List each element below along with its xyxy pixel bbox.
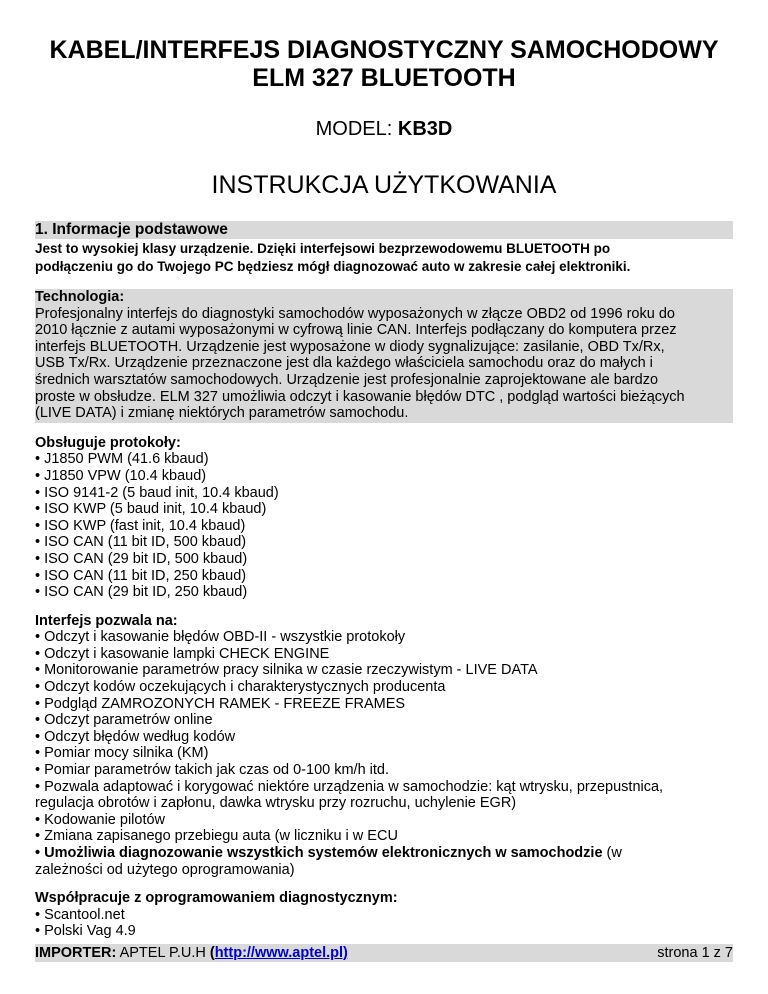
feature-item: regulacja obrotów i zapłonu, dawka wtrysku przy rozruchu, uchylenie EGR): [35, 795, 517, 812]
technology-block: [35, 289, 733, 423]
feature-item: • Zmiana zapisanego przebiegu auta (w liczniku i w ECU: [35, 828, 398, 845]
features-block: [35, 613, 733, 879]
feature-item: • Odczyt kodów oczekujących i charakterystycznych producenta: [35, 679, 446, 696]
protocol-item: • ISO CAN (29 bit ID, 250 kbaud): [35, 584, 248, 601]
software-item: • Polski Vag 4.9: [35, 923, 136, 940]
importer-name: APTEL P.U.H: [116, 945, 210, 961]
technology-line: proste w obsłudze. ELM 327 umożliwia odczyt i kasowanie błędów DTC , podgląd wartości bieżących: [35, 388, 685, 405]
feature-item-bold: • Umożliwia diagnozowanie wszystkich systemów elektronicznych w samochodzie: [35, 845, 603, 861]
importer-info: [35, 944, 348, 962]
title-line-2: ELM 327 BLUETOOTH: [252, 64, 516, 92]
document-title: [20, 36, 748, 92]
feature-item: • Odczyt i kasowanie lampki CHECK ENGINE: [35, 645, 330, 662]
model-value: KB3D: [397, 118, 453, 140]
feature-item: • Odczyt parametrów online: [35, 712, 213, 729]
model-label: MODEL:: [315, 118, 393, 140]
protocol-item: • ISO KWP (5 baud init, 10.4 kbaud): [35, 501, 267, 518]
document-content: [35, 221, 733, 940]
link-paren: (: [209, 945, 215, 961]
page-number: strona 1 z 7: [657, 945, 733, 961]
technology-line: 2010 łącznie z autami wyposażonymi w cyfrową linie CAN. Interfejs podłączany do komputera przez: [35, 322, 677, 339]
feature-item-last: [35, 845, 733, 862]
software-heading: Współpracuje z oprogramowaniem diagnostycznym:: [35, 890, 398, 907]
software-item: • Scantool.net: [35, 906, 125, 923]
protocol-item: • J1850 PWM (41.6 kbaud): [35, 451, 209, 468]
intro-line: Jest to wysokiej klasy urządzenie. Dzięki interfejsowi bezprzewodowemu BLUETOOTH po: [35, 241, 611, 256]
section-heading: 1. Informacje podstawowe: [35, 221, 733, 239]
software-block: [35, 890, 733, 940]
feature-item: • Podgląd ZAMROZONYCH RAMEK - FREEZE FRAMES: [35, 695, 406, 712]
document-subtitle: INSTRUKCJA UŻYTKOWANIA: [211, 171, 557, 199]
feature-item: • Pomiar mocy silnika (KM): [35, 745, 209, 762]
technology-heading: Technologia:: [35, 289, 125, 305]
protocols-heading: Obsługuje protokoły:: [35, 434, 181, 451]
importer-label: IMPORTER:: [35, 945, 117, 961]
technology-line: USB Tx/Rx. Urządzenie przeznaczone jest dla każdego właściciela samochodu oraz do małych i: [35, 355, 653, 372]
feature-item: • Kodowanie pilotów: [35, 811, 166, 828]
feature-item: • Pomiar parametrów takich jak czas od 0-100 km/h itd.: [35, 762, 390, 779]
feature-item-continuation: zależności od użytego oprogramowania): [35, 861, 295, 878]
feature-item-rest: (w: [602, 845, 622, 861]
website-link[interactable]: http://www.aptel.pl): [214, 945, 348, 961]
technology-line: średnich warsztatów samochodowych. Urządzenie jest profesjonalnie zaprojektowane ale bardzo: [35, 371, 659, 388]
protocols-block: [35, 435, 733, 601]
protocol-item: • J1850 VPW (10.4 kbaud): [35, 467, 207, 484]
protocol-item: • ISO CAN (11 bit ID, 500 kbaud): [35, 534, 247, 551]
intro-line: podłączeniu go do Twojego PC będziesz mógł diagnozować auto w zakresie całej elektroniki.: [35, 258, 631, 274]
feature-item: • Odczyt błędów według kodów: [35, 728, 236, 745]
technology-line: interfejs BLUETOOTH. Urządzenie jest wyposażone w diody sygnalizujące: zasilanie, OBD Tx/Rx,: [35, 338, 665, 355]
protocol-item: • ISO CAN (29 bit ID, 500 kbaud): [35, 550, 248, 567]
page-footer: [35, 944, 733, 962]
technology-line: Profesjonalny interfejs do diagnostyki samochodów wyposażonych w złącze OBD2 od 1996 roku do: [35, 305, 675, 322]
title-line-1: KABEL/INTERFEJS DIAGNOSTYCZNY SAMOCHODOWY: [49, 36, 719, 64]
feature-item: • Pozwala adaptować i korygować niektóre urządzenia w samochodzie: kąt wtrysku, przepustnica,: [35, 778, 664, 795]
protocol-item: • ISO CAN (11 bit ID, 250 kbaud): [35, 567, 247, 584]
feature-item: • Odczyt i kasowanie błędów OBD-II - wszystkie protokoły: [35, 629, 406, 646]
protocol-item: • ISO 9141-2 (5 baud init, 10.4 kbaud): [35, 484, 279, 501]
feature-item: • Monitorowanie parametrów pracy silnika w czasie rzeczywistym - LIVE DATA: [35, 662, 538, 679]
model-line: [0, 117, 768, 141]
technology-line: (LIVE DATA) i zmianę niektórych parametrów samochodu.: [35, 405, 409, 422]
protocol-item: • ISO KWP (fast init, 10.4 kbaud): [35, 517, 246, 534]
intro-paragraph: [35, 240, 733, 275]
features-heading: Interfejs pozwala na:: [35, 612, 178, 629]
